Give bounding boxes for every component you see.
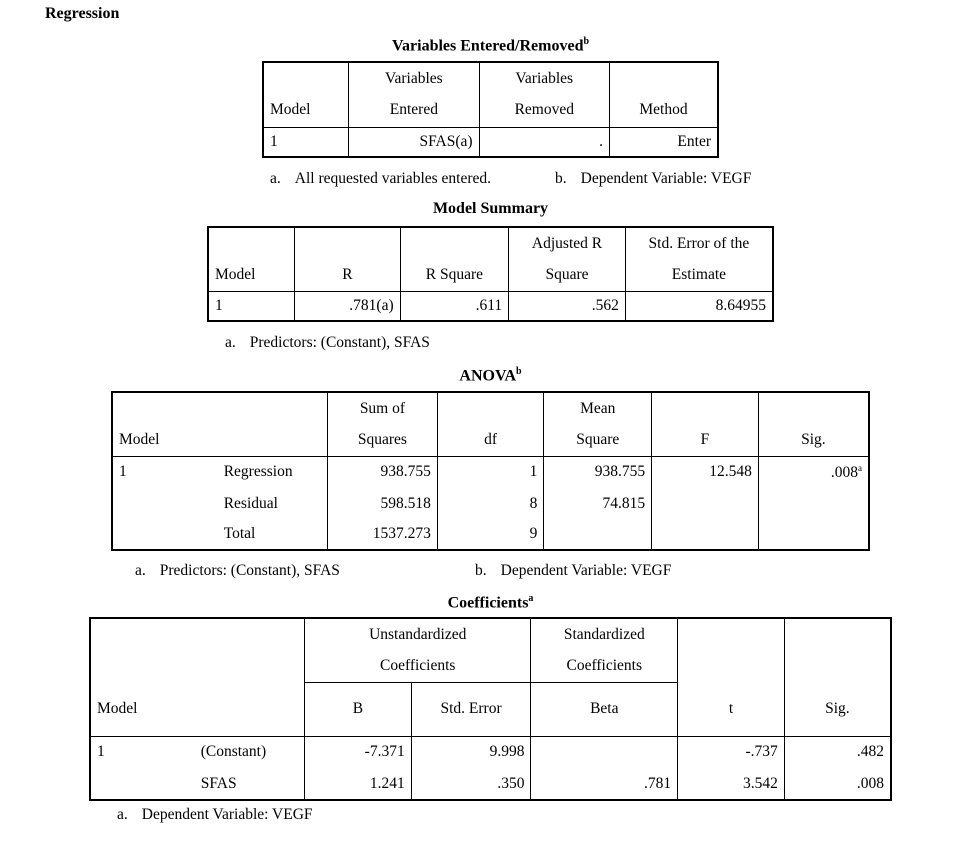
header-mean-square-line2: Square: [544, 424, 652, 456]
table-row: [112, 519, 869, 550]
cell-predictor: SFAS: [200, 774, 237, 792]
table-row: [90, 768, 891, 800]
header-adjusted-r-line2: Square: [509, 259, 626, 291]
header-r: R: [295, 259, 400, 291]
anova-footnote-a: a. Predictors: (Constant), SFAS: [135, 562, 340, 579]
cell-sig: [758, 519, 869, 550]
header-beta: Beta: [531, 682, 678, 736]
cell-source: Residual: [223, 494, 278, 512]
cell-sig: [758, 488, 869, 519]
cell-source: Regression: [218, 456, 328, 488]
header-adjusted-r-line1: Adjusted R: [509, 227, 626, 259]
header-std-error-line1: Std. Error of the: [625, 227, 773, 259]
header-sum-of-squares-line1: Sum of: [328, 392, 438, 424]
table-row: [112, 456, 869, 488]
coefficients-table: [89, 617, 892, 801]
header-r-square: R Square: [400, 259, 509, 291]
anova-title: ANOVA$^b$: [459, 366, 522, 385]
header-df: df: [437, 424, 544, 456]
cell-sum-of-squares: 598.518: [328, 488, 438, 519]
variables-entered-title: Variables Entered/Removed$^b$: [391, 36, 590, 55]
variables-entered-footnote-b: b. Dependent Variable: VEGF: [555, 170, 752, 187]
table-row: [263, 127, 718, 157]
header-variables-removed-line1: Variables: [479, 62, 609, 94]
header-model: [263, 62, 349, 94]
header-unstandardized-line2: Coefficients: [305, 650, 531, 682]
cell-model: [112, 488, 218, 519]
cell-model: 1: [263, 127, 349, 157]
header-f: F: [652, 424, 759, 456]
cell-model: [112, 519, 218, 550]
coefficients-title: Coefficients$^a$: [447, 593, 534, 612]
model-summary-title: Model Summary: [432, 200, 549, 217]
header-unstandardized-line1: Unstandardized: [305, 618, 531, 650]
cell-f: [652, 488, 759, 519]
cell-model: [90, 768, 195, 800]
header-method: Method: [609, 94, 718, 127]
cell-source: Total: [223, 525, 256, 542]
cell-b: -7.371: [305, 736, 412, 768]
cell-mean-square: 938.755: [544, 456, 652, 488]
cell-sig: .482: [784, 736, 891, 768]
cell-model: 1: [112, 456, 218, 488]
cell-sum-of-squares: 938.755: [328, 456, 438, 488]
table-row: [112, 488, 869, 519]
cell-predictor: (Constant): [195, 736, 305, 768]
cell-sig: .008: [784, 768, 891, 800]
cell-t: 3.542: [678, 768, 785, 800]
header-standardized-line1: Standardized: [531, 618, 678, 650]
header-model-label: Model: [270, 101, 311, 119]
variables-entered-table: [262, 61, 719, 158]
cell-sum-of-squares: 1537.273: [328, 519, 438, 550]
cell-mean-square: [544, 519, 652, 550]
cell-method: Enter: [609, 127, 718, 157]
cell-r-square: .611: [400, 291, 509, 321]
header-std-error: Std. Error: [411, 682, 531, 736]
cell-entered: SFAS(a): [349, 127, 479, 157]
coefficients-footnote-a: a. Dependent Variable: VEGF: [117, 806, 313, 823]
anova-footnote-b: b. Dependent Variable: VEGF: [475, 562, 672, 579]
cell-std-error: 9.998: [411, 736, 531, 768]
header-variables-entered-line1: Variables: [349, 62, 479, 94]
header-mean-square-line1: Mean: [544, 392, 652, 424]
header-method-spacer: [609, 62, 718, 94]
cell-sig: .008$^a$: [758, 456, 869, 488]
cell-model: 1: [208, 291, 295, 321]
model-summary-footnote-a: a. Predictors: (Constant), SFAS: [225, 334, 430, 351]
cell-t: -.737: [678, 736, 785, 768]
header-sig: Sig.: [758, 424, 869, 456]
cell-adjusted-r-square: .562: [509, 291, 626, 321]
cell-df: 8: [437, 488, 544, 519]
header-variables-removed-line2: Removed: [479, 94, 609, 127]
cell-r: .781(a): [295, 291, 400, 321]
cell-f: [652, 519, 759, 550]
cell-removed: .: [479, 127, 609, 157]
cell-df: 9: [437, 519, 544, 550]
cell-mean-square: 74.815: [544, 488, 652, 519]
cell-f: 12.548: [652, 456, 759, 488]
cell-std-error: .350: [411, 768, 531, 800]
header-model: Model: [119, 430, 160, 448]
table-row: [90, 736, 891, 768]
header-t: t: [678, 682, 785, 736]
cell-beta: .781: [531, 768, 678, 800]
cell-beta: [531, 736, 678, 768]
header-std-error-line2: Estimate: [625, 259, 773, 291]
header-b: B: [305, 682, 412, 736]
anova-table: [111, 391, 870, 551]
cell-model: 1: [90, 736, 195, 768]
model-summary-table: [207, 226, 774, 322]
variables-entered-footnote-a: a. All requested variables entered.: [270, 170, 492, 187]
header-model: Model: [97, 699, 138, 717]
cell-b: 1.241: [305, 768, 412, 800]
header-standardized-line2: Coefficients: [531, 650, 678, 682]
header-model: Model: [215, 265, 256, 283]
header-sig: Sig.: [784, 682, 891, 736]
table-row: [208, 291, 773, 321]
cell-df: 1: [437, 456, 544, 488]
header-variables-entered-line2: Entered: [349, 94, 479, 127]
cell-std-error: 8.64955: [625, 291, 773, 321]
header-sum-of-squares-line2: Squares: [328, 424, 438, 456]
section-heading: Regression: [45, 5, 120, 22]
